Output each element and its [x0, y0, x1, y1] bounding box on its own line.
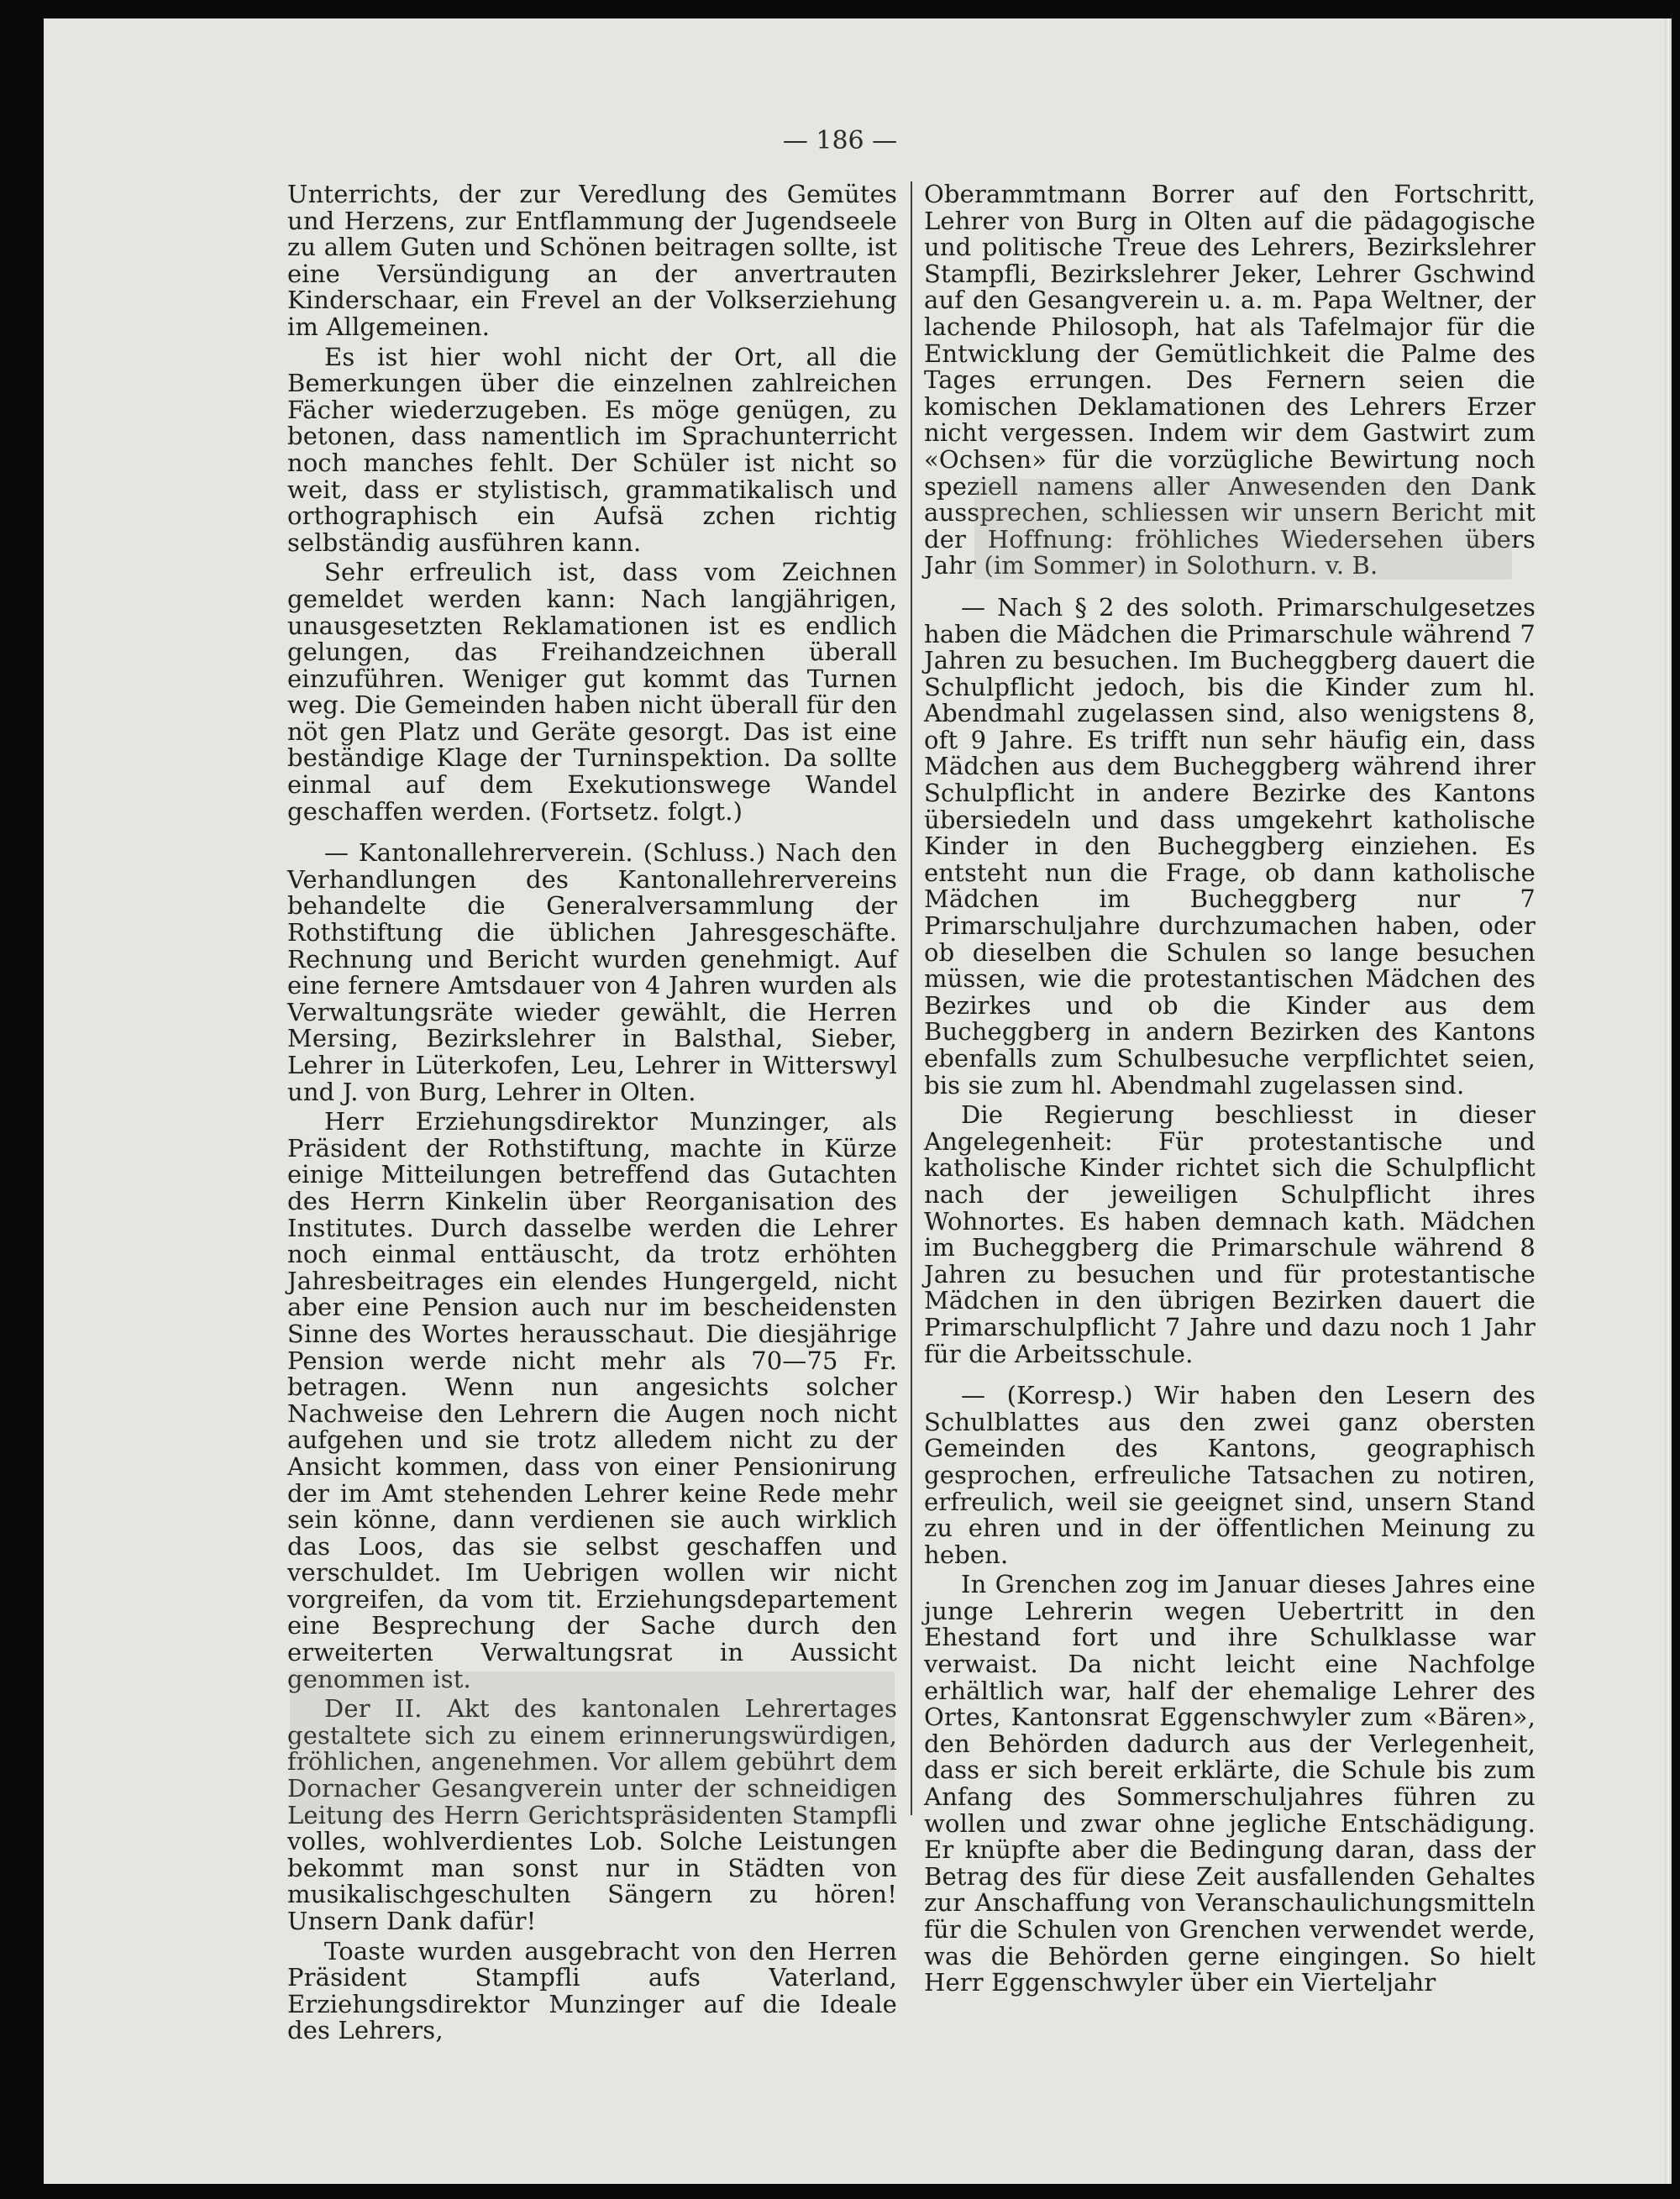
right-text-column	[924, 181, 1536, 2000]
paragraph: Die Regierung beschliesst in dieser Angelegenheit: Für protestantische und katholische Kinder richtet sich die Schulpflicht nach der jeweiligen Schulpflicht ihres Wohnortes. Es haben demnach kath. Mädchen im Bucheggberg die Primarschule während 8 Jahren zu besuchen und für protestantische Mädchen in den übrigen Bezirken dauert die Primarschulpflicht 7 Jahre und dazu noch 1 Jahr für die Arbeitsschule.	[924, 1100, 1536, 1368]
paragraph: Unterrichts, der zur Veredlung des Gemütes und Herzens, zur Entflammung der Jugendseele zu allem Guten und Schönen beitragen sollte, ist eine Versündigung an der anvertrauten Kinderschaar, ein Frevel an der Volkserziehung im Allgemeinen.	[287, 180, 897, 341]
page-fold-edge	[1665, 18, 1672, 2184]
paragraph: Herr Erziehungsdirektor Munzinger, als Präsident der Rothstiftung, machte in Kürze einige Mitteilungen betreffend das Gutachten des Herrn Kinkelin über Reorganisation des Institutes. Durch dasselbe werden die Lehrer noch einmal enttäuscht, da trotz erhöhten Jahresbeitrages ein elendes Hungergeld, nicht aber eine Pension auch nur im bescheidensten Sinne des Wortes herausschaut. Die diesjährige Pension werde nicht mehr als 70—75 Fr. betragen. Wenn nun angesichts solcher Nachweise den Lehrern die Augen noch nicht aufgehen und sie trotz alledem nicht zu der Ansicht kommen, dass von einer Pensionirung der im Amt stehenden Lehrer keine Rede mehr sein könne, dann verdienen sie auch wirklich das Loos, das sie selbst geschaffen und verschuldet. Im Uebrigen wollen wir nicht vorgreifen, da vom tit. Erziehungsdepartement eine Besprechung der Sache durch den erweiterten Verwaltungsrat in Aussicht genommen ist.	[287, 1107, 897, 1693]
bleed-through-mark	[974, 479, 1512, 580]
paragraph: — Nach § 2 des soloth. Primarschulgesetzes haben die Mädchen die Primarschule während 7 Jahren zu besuchen. Im Bucheggberg dauert die Schulpflicht jedoch, bis die Kinder zum hl. Abendmahl zugelassen sind, also wenigstens 8, oft 9 Jahre. Es trifft nun sehr häufig ein, dass Mädchen aus dem Bucheggberg während ihrer Schulpflicht in andere Bezirke des Kantons übersiedeln und dass umgekehrt katholische Kinder in den Bucheggberg einziehen. Es entsteht nun die Frage, ob dann katholische Mädchen im Bucheggberg nur 7 Primarschuljahre durchzumachen haben, oder ob dieselben die Schulen so lange besuchen müssen, wie die protestantischen Mädchen des Bezirkes und ob die Kinder aus dem Bucheggberg in andern Bezirken des Kantons ebenfalls zum Schulbesuche verpflichtet seien, bis sie zum hl. Abendmahl zugelassen sind.	[924, 592, 1536, 1100]
column-divider	[911, 181, 912, 1815]
paragraph: Der II. Akt des kantonalen Lehrertages gestaltete sich zu einem erinnerungswürdigen, fröhlichen, angenehmen. Vor allem gebührt dem Dornacher Gesangverein unter der schneidigen Leitung des Herrn Gerichtspräsidenten Stampfli volles, wohlverdientes Lob. Solche Leistungen bekommt man sonst nur in Städten von musikalischgeschulten Sängern zu hören! Unsern Dank dafür!	[287, 1694, 897, 1935]
paragraph: Toaste wurden ausgebracht von den Herren Präsident Stampfli aufs Vaterland, Erziehungsdirektor Munzinger auf die Ideale des Lehrers,	[287, 1936, 897, 2045]
bleed-through-mark	[290, 1672, 895, 1823]
paragraph: In Grenchen zog im Januar dieses Jahres eine junge Lehrerin wegen Uebertritt in den Ehestand fort und ihre Schulklasse war verwaist. Da nicht leicht eine Nachfolge erhältlich war, half der ehemalige Lehrer des Ortes, Kantonsrat Eggenschwyler zum «Bären», den Behörden dadurch aus der Verlegenheit, dass er sich bereit erklärte, die Schule bis zum Anfang des Sommerschuljahres führen zu wollen und zwar ohne jegliche Entschädigung. Er knüpfte aber die Bedingung daran, dass der Betrag des für diese Zeit ausfallenden Gehaltes zur Anschaffung von Veranschaulichungsmitteln für die Schulen von Grenchen verwendet werde, was die Behörden gerne eingingen. So hielt Herr Eggenschwyler über ein Vierteljahr	[924, 1570, 1536, 1997]
paragraph: — Kantonallehrerverein. (Schluss.) Nach den Verhandlungen des Kantonallehrervereins behandelte die Generalversammlung der Rothstiftung die üblichen Jahresgeschäfte. Rechnung und Bericht wurden genehmigt. Auf eine fernere Amtsdauer von 4 Jahren wurden als Verwaltungsräte wieder gewählt, die Herren Mersing, Bezirkslehrer in Balsthal, Sieber, Lehrer in Lüterkofen, Leu, Lehrer in Witterswyl und J. von Burg, Lehrer in Olten.	[287, 838, 897, 1106]
page-number: — 186 —	[782, 126, 898, 155]
paragraph: — (Korresp.) Wir haben den Lesern des Schulblattes aus den zwei ganz obersten Gemeinden des Kantons, geographisch gesprochen, erfreuliche Tatsachen zu notiren, erfreulich, weil sie geeignet sind, unsern Stand zu ehren und in der öffentlichen Meinung zu heben.	[924, 1381, 1536, 1569]
paragraph: Oberammtmann Borrer auf den Fortschritt, Lehrer von Burg in Olten auf die pädagogische und politische Treue des Lehrers, Bezirkslehrer Stampfli, Bezirkslehrer Jeker, Lehrer Gschwind auf den Gesangverein u. a. m. Papa Weltner, der lachende Philosoph, hat als Tafelmajor für die Entwicklung der Gemütlichkeit die Palme des Tages errungen. Des Fernern seien die komischen Deklamationen des Lehrers Erzer nicht vergessen. Indem wir dem Gastwirt zum «Ochsen» für die vorzügliche Bewirtung noch speziell namens aller Anwesenden den Dank aussprechen, schliessen wir unsern Bericht mit der Hoffnung: fröhliches Wiedersehen übers Jahr (im Sommer) in Solothurn. v. B.	[924, 180, 1536, 580]
paragraph: Es ist hier wohl nicht der Ort, all die Bemerkungen über die einzelnen zahlreichen Fächer wiederzugeben. Es möge genügen, zu betonen, dass namentlich im Sprachunterricht noch manches fehlt. Der Schüler ist nicht so weit, dass er stylistisch, grammatikalisch und orthographisch ein Aufsä zchen richtig selbständig ausführen kann.	[287, 342, 897, 557]
paragraph: Sehr erfreulich ist, dass vom Zeichnen gemeldet werden kann: Nach langjährigen, unausgesetzten Reklamationen ist es endlich gelungen, das Freihandzeichnen überall einzuführen. Weniger gut kommt das Turnen weg. Die Gemeinden haben nicht überall für den nöt gen Platz und Geräte gesorgt. Das ist eine beständige Klage der Turninspektion. Da sollte einmal auf dem Exekutionswege Wandel geschaffen werden. (Fortsetz. folgt.)	[287, 558, 897, 826]
